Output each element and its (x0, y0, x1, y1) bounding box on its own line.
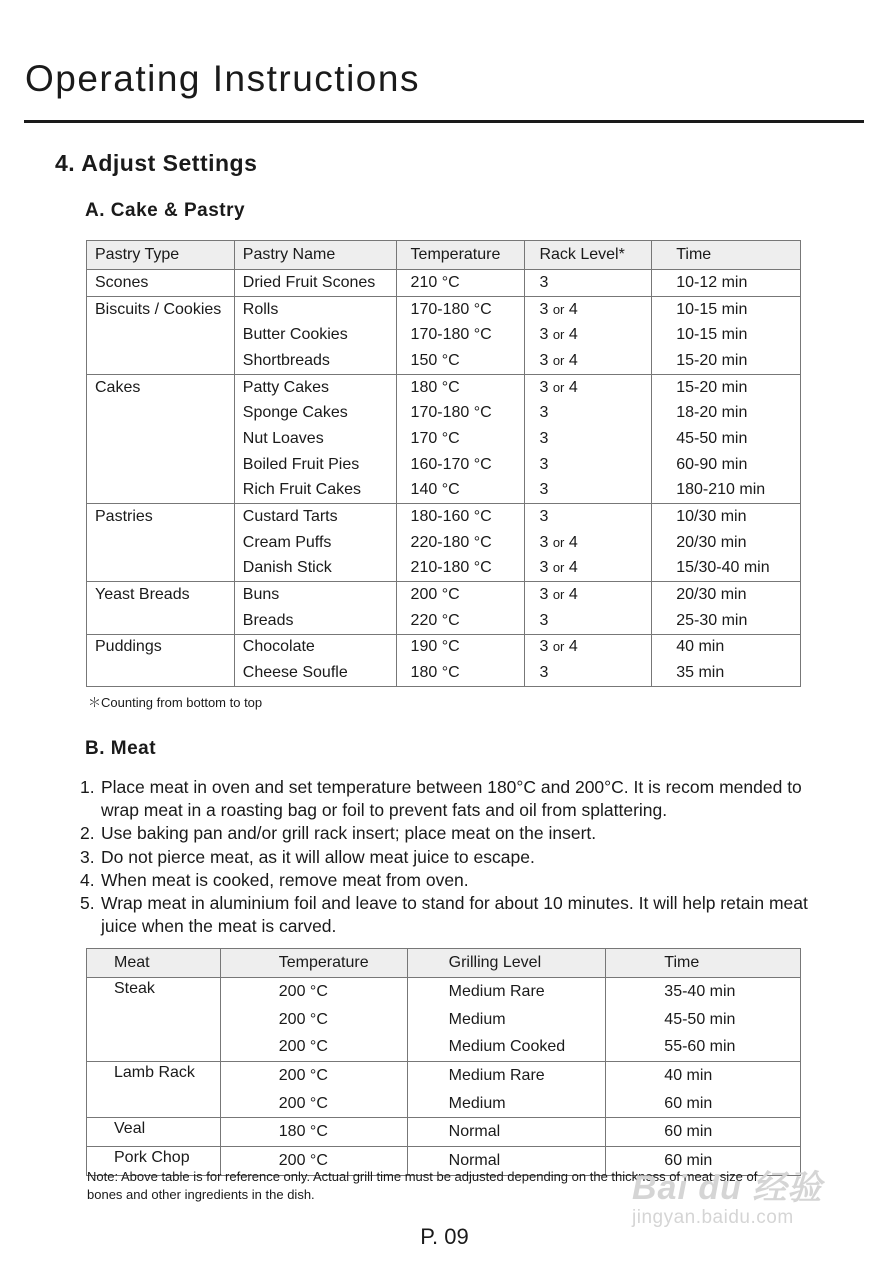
rack-level-cell (525, 400, 652, 426)
time-cell: 10-15 min (652, 322, 801, 348)
pastry-type-cell: Biscuits / Cookies (87, 296, 235, 322)
temperature-cell: 190 °C (396, 634, 525, 660)
step-number: 5. (80, 893, 95, 914)
pastry-name-cell: Butter Cookies (234, 322, 396, 348)
list-item (80, 822, 820, 845)
pastry-type-cell: Pastries (87, 504, 235, 530)
rack-value: 3 (539, 481, 549, 499)
table-row (87, 452, 801, 478)
rack-value: 3 (539, 638, 549, 656)
rack-level-cell (525, 582, 652, 608)
rack-value: 3 (539, 664, 549, 682)
table-row (87, 1006, 801, 1034)
time-cell: 20/30 min (652, 530, 801, 556)
table-row (87, 660, 801, 686)
rack-alt-value: 4 (568, 378, 578, 396)
pastry-name-cell: Sponge Cakes (234, 400, 396, 426)
pastry-type-cell: Cakes (87, 374, 235, 400)
pastry-type-cell: Puddings (87, 634, 235, 660)
rack-or: or (552, 379, 565, 395)
temperature-cell: 200 °C (220, 1147, 407, 1176)
table-row (87, 296, 801, 322)
rack-alt-value: 4 (568, 326, 578, 344)
grilling-level-cell: Normal (407, 1147, 606, 1176)
rack-level-cell (525, 504, 652, 530)
time-cell: 10-12 min (652, 270, 801, 297)
title-divider (24, 120, 864, 123)
table-row (87, 608, 801, 634)
pastry-type-cell (87, 348, 235, 374)
pastry-name-cell: Buns (234, 582, 396, 608)
header-grilling-level: Grilling Level (407, 949, 606, 978)
grilling-level-cell: Medium (407, 1006, 606, 1034)
list-item (80, 776, 820, 822)
time-cell: 40 min (606, 1062, 801, 1090)
temperature-cell: 170-180 °C (396, 400, 525, 426)
temperature-cell: 210 °C (396, 270, 525, 297)
time-cell: 60 min (606, 1118, 801, 1147)
temperature-cell: 200 °C (220, 1033, 407, 1061)
table-row (87, 1062, 801, 1090)
pastry-type-cell (87, 660, 235, 686)
pastry-type-cell: Scones (87, 270, 235, 297)
cake-pastry-heading: A. Cake & Pastry (85, 200, 246, 221)
rack-level-cell (525, 374, 652, 400)
step-text: Use baking pan and/or grill rack insert; place meat on the insert. (101, 823, 597, 844)
time-cell: 15-20 min (652, 374, 801, 400)
header-rack-level: Rack Level* (525, 241, 652, 270)
pastry-type-cell (87, 322, 235, 348)
rack-value: 3 (539, 404, 549, 422)
list-item (80, 892, 820, 938)
table-row (87, 322, 801, 348)
header-pastry-type: Pastry Type (87, 241, 235, 270)
pastry-name-cell: Breads (234, 608, 396, 634)
rack-or: or (552, 352, 565, 368)
table-row (87, 270, 801, 297)
pastry-type-cell (87, 426, 235, 452)
rack-value: 3 (539, 586, 549, 604)
rack-level-cell (525, 348, 652, 374)
temperature-cell: 170 °C (396, 426, 525, 452)
time-cell: 45-50 min (606, 1006, 801, 1034)
pastry-table (86, 240, 801, 687)
pastry-name-cell: Shortbreads (234, 348, 396, 374)
list-item (80, 846, 820, 869)
grilling-level-cell: Medium Cooked (407, 1033, 606, 1061)
pastry-name-cell: Nut Loaves (234, 426, 396, 452)
temperature-cell: 180 °C (396, 374, 525, 400)
header-meat: Meat (87, 949, 221, 978)
rack-value: 3 (539, 326, 549, 344)
header-time: Time (652, 241, 801, 270)
pastry-type-cell (87, 400, 235, 426)
pastry-type-cell (87, 452, 235, 478)
time-cell: 60-90 min (652, 452, 801, 478)
table-row (87, 582, 801, 608)
rack-alt-value: 4 (568, 586, 578, 604)
time-cell: 35 min (652, 660, 801, 686)
rack-level-cell (525, 270, 652, 297)
meat-table (86, 948, 801, 1176)
rack-level-cell (525, 296, 652, 322)
reference-note: Note: Above table is for reference only. Actual grill time must be adjusted depending on the thickness of meat, size of bones and other ingredients in the dish. (87, 1169, 758, 1202)
pastry-name-cell: Rolls (234, 296, 396, 322)
meat-cell (87, 1006, 221, 1034)
page-title: Operating Instructions (25, 58, 420, 99)
pastry-name-cell: Patty Cakes (234, 374, 396, 400)
rack-value: 3 (539, 273, 549, 291)
rack-value: 3 (539, 611, 549, 629)
pastry-name-cell: Cheese Soufle (234, 660, 396, 686)
rack-or: or (552, 639, 565, 655)
rack-value: 3 (539, 378, 549, 396)
pastry-type-cell (87, 608, 235, 634)
header-pastry-name: Pastry Name (234, 241, 396, 270)
rack-value: 3 (539, 508, 549, 526)
grilling-level-cell: Medium (407, 1090, 606, 1118)
temperature-cell: 200 °C (220, 1090, 407, 1118)
time-cell: 35-40 min (606, 978, 801, 1006)
step-text: Do not pierce meat, as it will allow meat juice to escape. (101, 846, 535, 867)
section-heading: 4. Adjust Settings (55, 150, 258, 176)
temperature-cell: 170-180 °C (396, 322, 525, 348)
table-row (87, 478, 801, 504)
meat-cell: Pork Chop (87, 1147, 221, 1176)
rack-value: 3 (539, 300, 549, 318)
step-number: 4. (80, 869, 95, 890)
time-cell: 25-30 min (652, 608, 801, 634)
pastry-name-cell: Dried Fruit Scones (234, 270, 396, 297)
header-temperature: Temperature (396, 241, 525, 270)
grilling-level-cell: Medium Rare (407, 978, 606, 1006)
meat-table-header (87, 949, 801, 978)
time-cell: 45-50 min (652, 426, 801, 452)
rack-alt-value: 4 (568, 638, 578, 656)
step-number: 2. (80, 823, 95, 844)
rack-or: or (552, 301, 565, 317)
rack-level-cell (525, 322, 652, 348)
table-row (87, 400, 801, 426)
step-text: Place meat in oven and set temperature between 180°C and 200°C. It is recom mended to wrap meat in a roasting bag or foil to prevent fats and oil from splattering. (101, 777, 802, 821)
pastry-name-cell: Custard Tarts (234, 504, 396, 530)
rack-level-cell (525, 530, 652, 556)
table-row (87, 426, 801, 452)
table-row (87, 530, 801, 556)
table-row (87, 556, 801, 582)
pastry-type-cell (87, 478, 235, 504)
time-cell: 18-20 min (652, 400, 801, 426)
rack-footnote: ＊Counting from bottom to top (88, 695, 263, 710)
temperature-cell: 200 °C (396, 582, 525, 608)
meat-steps-list (80, 776, 820, 938)
pastry-name-cell: Cream Puffs (234, 530, 396, 556)
meat-cell (87, 1090, 221, 1118)
rack-or: or (552, 587, 565, 603)
rack-alt-value: 4 (568, 559, 578, 577)
pastry-name-cell: Chocolate (234, 634, 396, 660)
temperature-cell: 210-180 °C (396, 556, 525, 582)
table-row (87, 1033, 801, 1061)
rack-value: 3 (539, 429, 549, 447)
step-text: Wrap meat in aluminium foil and leave to stand for about 10 minutes. It will help retain meat juice when the meat is carved. (101, 893, 808, 937)
table-row (87, 1090, 801, 1118)
table-row (87, 504, 801, 530)
temperature-cell: 180 °C (396, 660, 525, 686)
table-row (87, 978, 801, 1006)
table-row (87, 348, 801, 374)
time-cell: 55-60 min (606, 1033, 801, 1061)
rack-or: or (552, 327, 565, 343)
temperature-cell: 220-180 °C (396, 530, 525, 556)
temperature-cell: 200 °C (220, 1006, 407, 1034)
rack-level-cell (525, 660, 652, 686)
temperature-cell: 180 °C (220, 1118, 407, 1147)
meat-cell: Lamb Rack (87, 1062, 221, 1090)
rack-or: or (552, 534, 565, 550)
temperature-cell: 200 °C (220, 978, 407, 1006)
temperature-cell: 150 °C (396, 348, 525, 374)
meat-cell (87, 1033, 221, 1061)
pastry-name-cell: Danish Stick (234, 556, 396, 582)
temperature-cell: 180-160 °C (396, 504, 525, 530)
page-number: P. 09 (420, 1224, 469, 1249)
rack-value: 3 (539, 455, 549, 473)
rack-alt-value: 4 (568, 300, 578, 318)
pastry-type-cell (87, 556, 235, 582)
meat-cell: Veal (87, 1118, 221, 1147)
meat-heading: B. Meat (85, 738, 157, 759)
time-cell: 15-20 min (652, 348, 801, 374)
temperature-cell: 170-180 °C (396, 296, 525, 322)
rack-level-cell (525, 608, 652, 634)
step-text: When meat is cooked, remove meat from oven. (101, 869, 469, 890)
pastry-name-cell: Boiled Fruit Pies (234, 452, 396, 478)
temperature-cell: 220 °C (396, 608, 525, 634)
temperature-cell: 140 °C (396, 478, 525, 504)
rack-or: or (552, 560, 565, 576)
time-cell: 180-210 min (652, 478, 801, 504)
meat-cell: Steak (87, 978, 221, 1006)
rack-level-cell (525, 426, 652, 452)
list-item (80, 869, 820, 892)
time-cell: 10-15 min (652, 296, 801, 322)
rack-value: 3 (539, 559, 549, 577)
header-temperature: Temperature (220, 949, 407, 978)
pastry-type-cell (87, 530, 235, 556)
rack-level-cell (525, 556, 652, 582)
time-cell: 10/30 min (652, 504, 801, 530)
watermark-url: jingyan.baidu.com (632, 1207, 794, 1228)
pastry-type-cell: Yeast Breads (87, 582, 235, 608)
rack-level-cell (525, 452, 652, 478)
table-row (87, 374, 801, 400)
rack-value: 3 (539, 533, 549, 551)
time-cell: 60 min (606, 1147, 801, 1176)
pastry-table-header (87, 241, 801, 270)
table-row (87, 634, 801, 660)
table-row (87, 1118, 801, 1147)
pastry-name-cell: Rich Fruit Cakes (234, 478, 396, 504)
time-cell: 40 min (652, 634, 801, 660)
rack-alt-value: 4 (568, 351, 578, 369)
temperature-cell: 160-170 °C (396, 452, 525, 478)
watermark-logo: Bai du 经验 (632, 1169, 823, 1207)
rack-level-cell (525, 478, 652, 504)
step-number: 1. (80, 777, 95, 797)
time-cell: 20/30 min (652, 582, 801, 608)
rack-value: 3 (539, 351, 549, 369)
step-number: 3. (80, 846, 95, 867)
time-cell: 15/30-40 min (652, 556, 801, 582)
rack-alt-value: 4 (568, 533, 578, 551)
rack-level-cell (525, 634, 652, 660)
grilling-level-cell: Medium Rare (407, 1062, 606, 1090)
temperature-cell: 200 °C (220, 1062, 407, 1090)
grilling-level-cell: Normal (407, 1118, 606, 1147)
header-time: Time (606, 949, 801, 978)
time-cell: 60 min (606, 1090, 801, 1118)
